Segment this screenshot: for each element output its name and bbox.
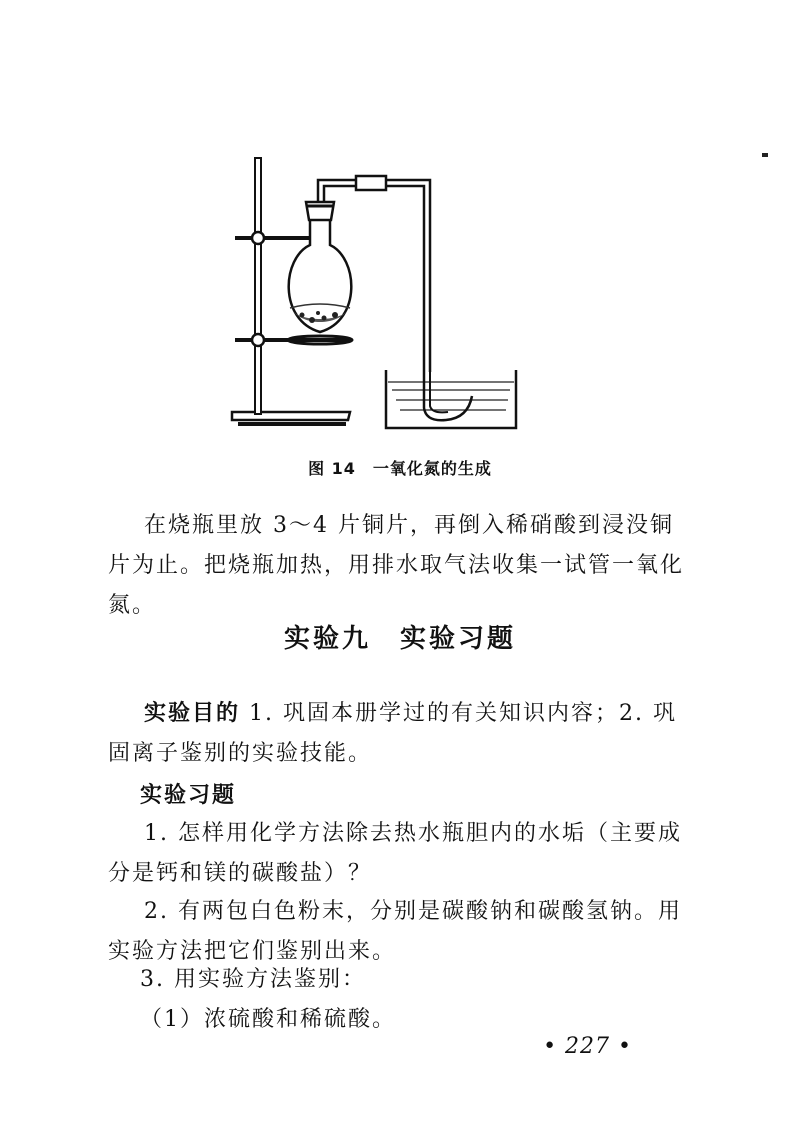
intro-paragraph: 在烧瓶里放 3～4 片铜片，再倒入稀硝酸到浸没铜片为止。把烧瓶加热，用排水取气法收集一试管一氧化氮。 [108, 513, 685, 618]
upper-clamp-screw [252, 232, 264, 244]
purpose-paragraph [108, 694, 688, 774]
tube-end-in-water [424, 372, 472, 420]
water-lines [388, 382, 514, 410]
apparatus-illustration [220, 150, 550, 440]
purpose-text: 1. 巩固本册学过的有关知识内容；2. 巩固离子鉴别的实验技能。 [108, 701, 677, 766]
question-2: 2. 有两包白色粉末，分别是碳酸钠和碳酸氢钠。用实验方法把它们鉴别出来。 [108, 899, 682, 964]
stand-base-shadow [238, 422, 346, 426]
section-title: 实验九 实验习题 [283, 624, 516, 654]
stand-base [232, 412, 350, 420]
page-number: • 227 • [543, 1034, 632, 1059]
rubber-connector [356, 176, 386, 190]
lower-ring-screw [252, 334, 264, 346]
question-3-item-1: （1）浓硫酸和稀硫酸。 [140, 1007, 396, 1032]
tube-end-inner [430, 372, 448, 412]
scan-speck [762, 153, 768, 157]
question-3: 3. 用实验方法鉴别： [140, 967, 366, 992]
exercises-label: 实验习题 [140, 783, 237, 808]
question-1: 1. 怎样用化学方法除去热水瓶胆内的水垢（主要成分是钙和镁的碳酸盐）？ [108, 821, 682, 886]
figure-caption: 图 14 一氧化氮的生成 [308, 459, 492, 478]
purpose-label: 实验目的 [144, 701, 241, 726]
stand-rod [255, 158, 261, 414]
